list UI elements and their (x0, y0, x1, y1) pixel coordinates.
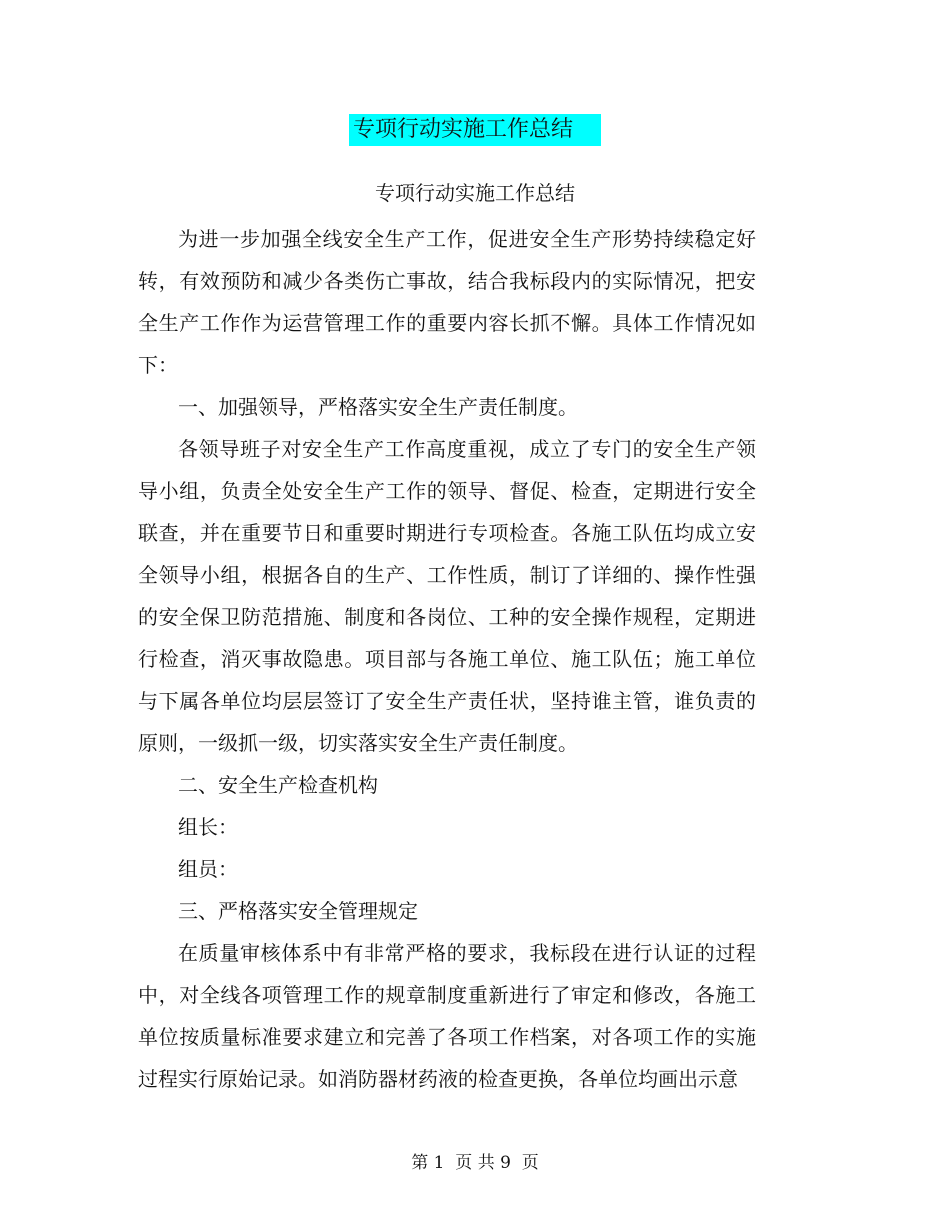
paragraph-management: 在质量审核体系中有非常严格的要求，我标段在进行认证的过程中，对全线各项管理工作的规章制度重新进行了审定和修改，各施工单位按质量标准要求建立和完善了各项工作档案，对各项工作的实施过程实行原始记录。如消防器材药液的检查更换，各单位均画出示意 (138, 941, 756, 1091)
section-heading-2: 二、安全生产检查机构 (178, 773, 378, 797)
document-body (138, 218, 756, 1100)
section-heading-3: 三、严格落实安全管理规定 (178, 899, 418, 923)
document-title-container (0, 114, 950, 146)
paragraph-leadership: 各领导班子对安全生产工作高度重视，成立了专门的安全生产领导小组，负责全处安全生产工作的领导、督促、检查，定期进行安全联查，并在重要节日和重要时期进行专项检查。各施工队伍均成立安全领导小组，根据各自的生产、工作性质，制订了详细的、操作性强的安全保卫防范措施、制度和各岗位、工种的安全操作规程，定期进行检查，消灭事故隐患。项目部与各施工单位、施工队伍；施工单位与下属各单位均层层签订了安全生产责任状，坚持谁主管，谁负责的原则，一级抓一级，切实落实安全生产责任制度。 (138, 437, 756, 755)
paragraph-intro: 为进一步加强全线安全生产工作，促进安全生产形势持续稳定好转，有效预防和减少各类伤亡事故，结合我标段内的实际情况，把安全生产工作作为运营管理工作的重要内容长抓不懈。具体工作情况如下： (138, 227, 756, 377)
team-leader-line: 组长： (178, 815, 238, 839)
page-footer: 第 1 页 共 9 页 (411, 1153, 539, 1173)
document-subtitle: 专项行动实施工作总结 (375, 181, 575, 205)
team-members-line: 组员： (178, 857, 238, 881)
document-title: 专项行动实施工作总结 (349, 114, 601, 146)
section-heading-1: 一、加强领导，严格落实安全生产责任制度。 (178, 395, 578, 419)
